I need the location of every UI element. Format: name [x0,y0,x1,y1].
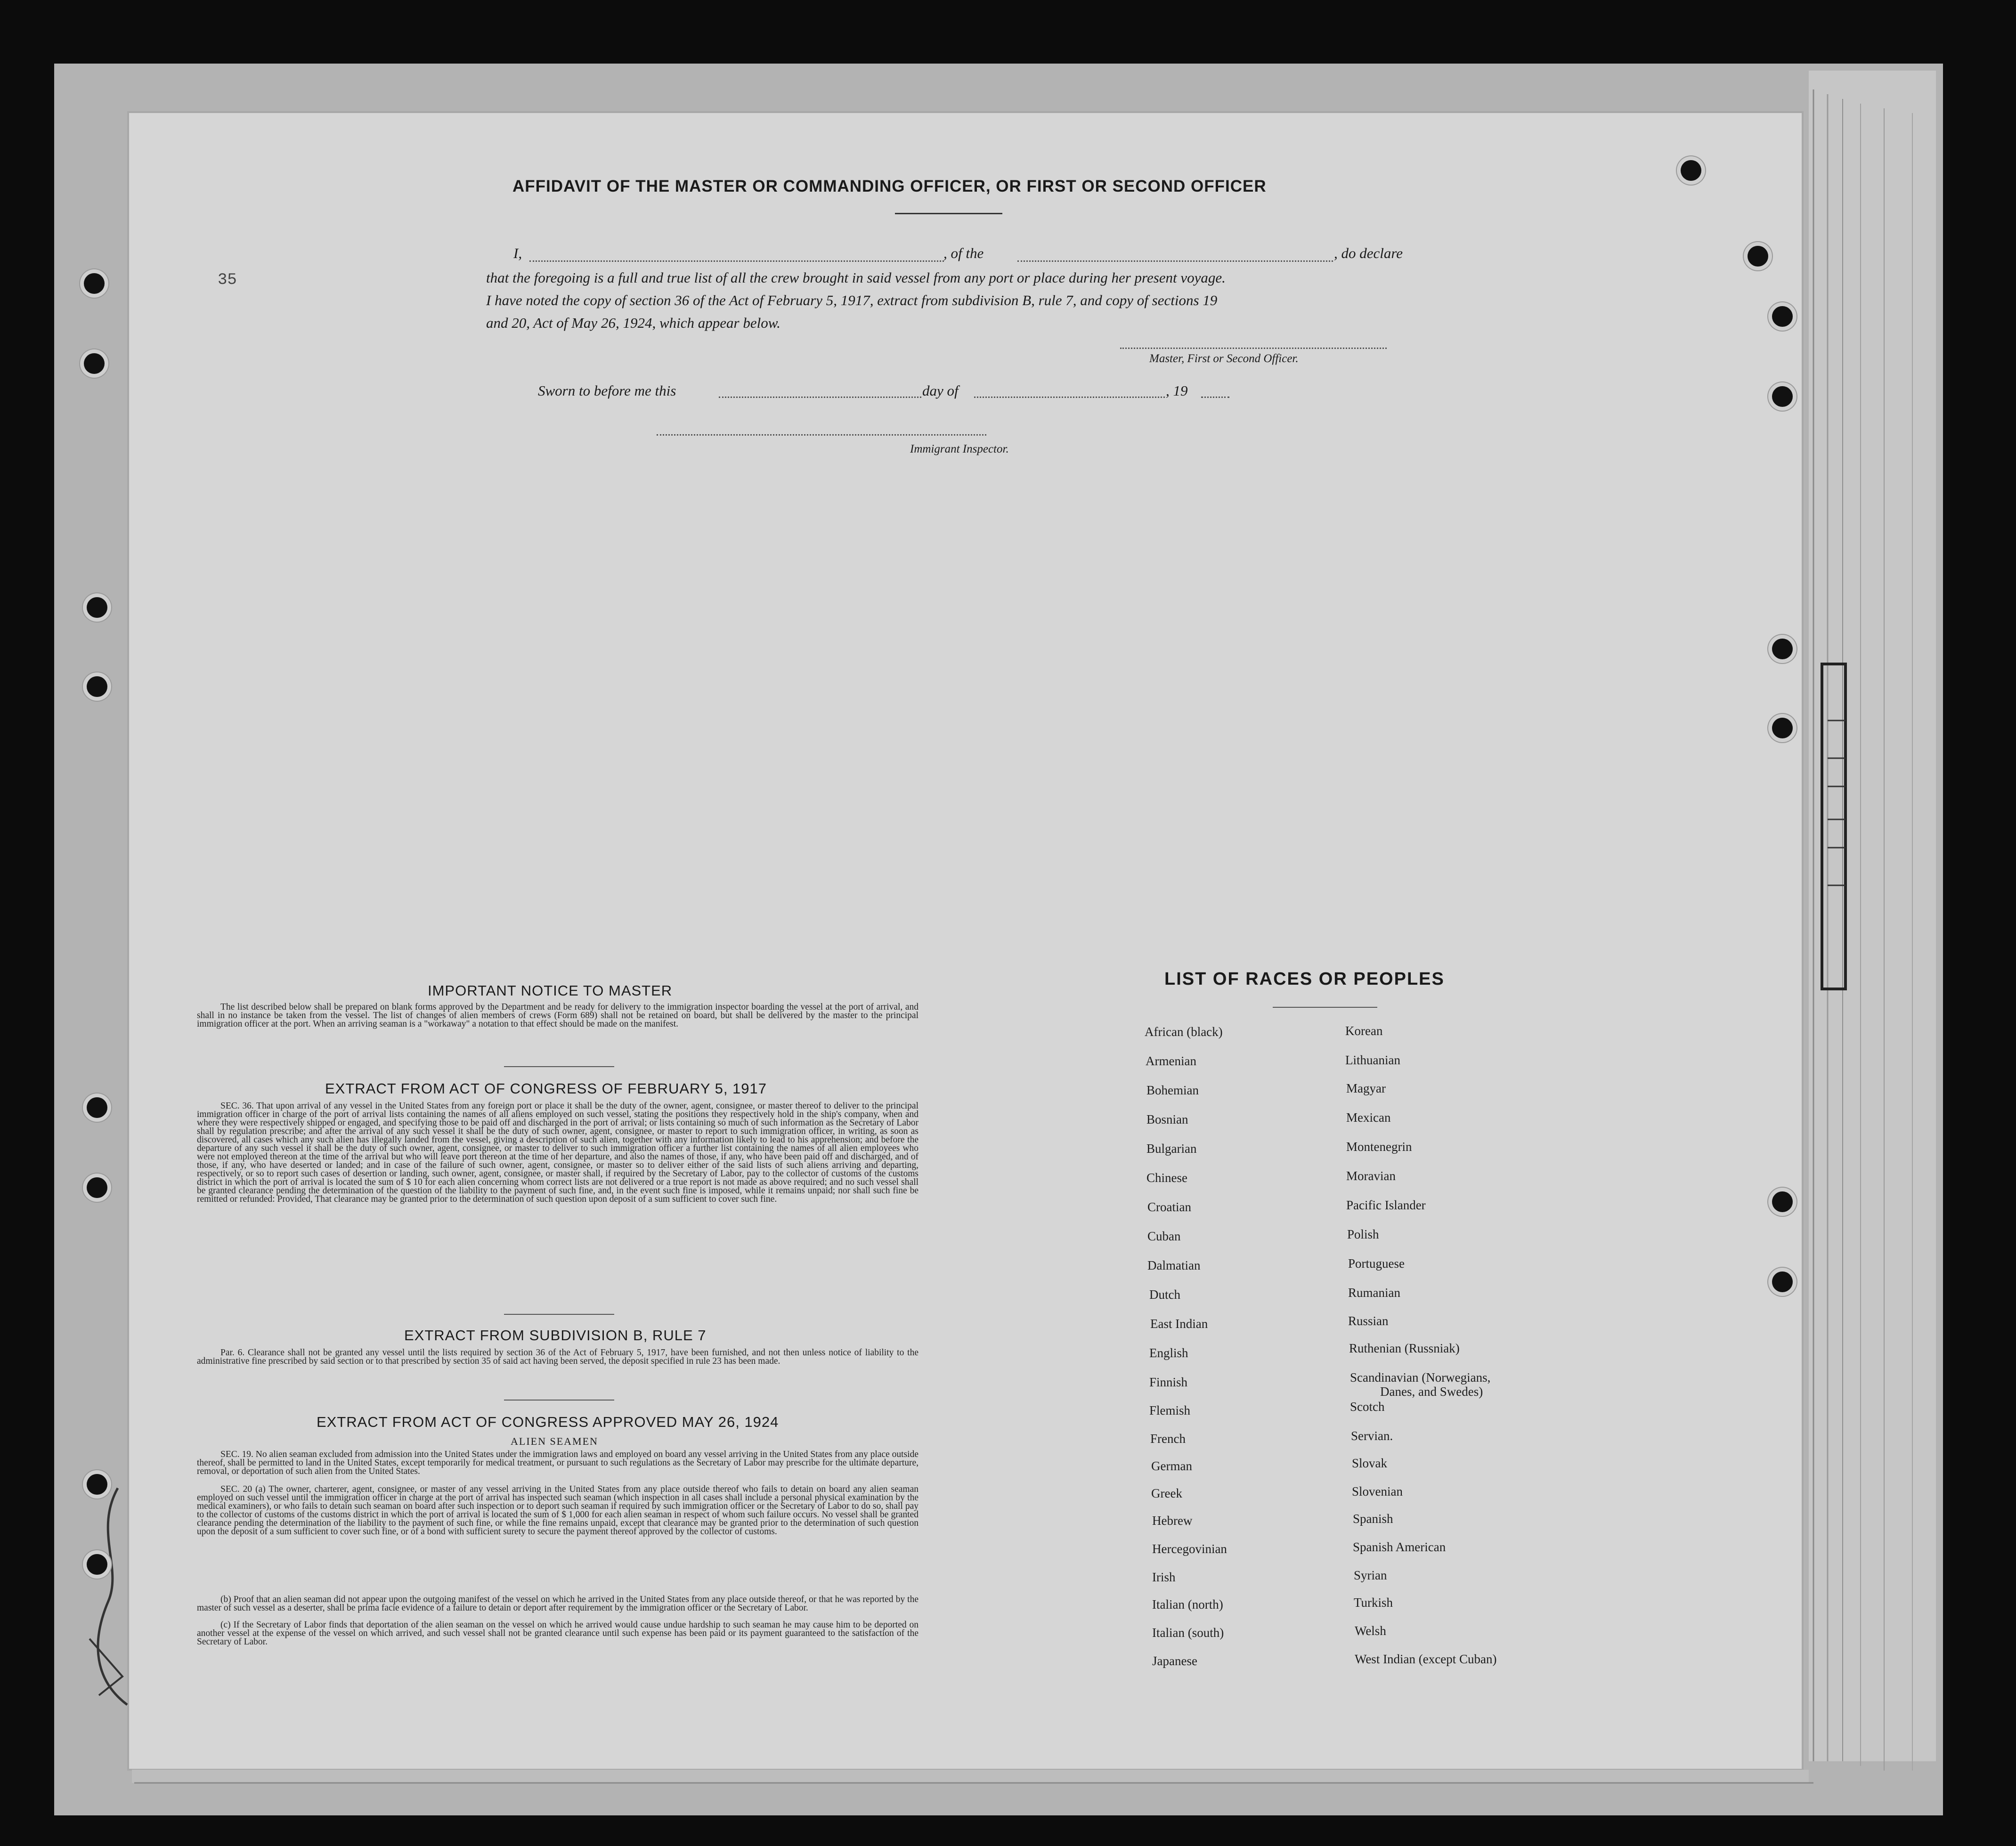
vessel-of-label: , of the [943,245,984,261]
races-heading: LIST OF RACES OR PEOPLES [1164,969,1445,989]
race-item: Pacific Islander [1346,1198,1426,1212]
declarant-prefix: I, [513,245,522,261]
master-signature-label: Master, First or Second Officer. [1149,352,1299,365]
race-item: Spanish [1353,1512,1393,1526]
affidavit-title: AFFIDAVIT OF THE MASTER OR COMMANDING OFFICER, OR FIRST OR SECOND OFFICER [512,177,1267,195]
race-item: Moravian [1346,1169,1396,1183]
race-item: English [1149,1346,1188,1360]
race-item: Servian. [1351,1429,1393,1443]
sworn-label: Sworn to before me this [538,382,676,399]
race-item: Russian [1348,1314,1389,1328]
race-item: Japanese [1152,1654,1197,1668]
extract-1924-sec20b: (b) Proof that an alien seaman did not appear upon the outgoing manifest of the vessel on which he arrived in the United States from any place outside thereof, or that he was reported by the master of such vessel as a deserter, shall be prima facie evidence of a failure to detain or deport after requirement by the immigration officer or the Secretary of Labor. [197,1595,919,1613]
race-item: Mexican [1346,1110,1391,1125]
race-item: Slovak [1352,1456,1388,1470]
race-item: Dutch [1149,1287,1180,1302]
extract-1924-sec20a: SEC. 20 (a) The owner, charterer, agent, consignee, or master of any vessel arriving in the United States from any place outside thereof who fails to detain on board any alien seaman employed on such vessel until the immigration officer in charge at the port of arrival has inspected such seaman (which inspection in all cases shall include a personal physical examination by the medical examiners), or who fails to detain such seaman on board after such inspection or to deport such seaman if required by such immigration officer or the Secretary of Labor to do so, shall pay to the collector of customs of the customs district in which the port of arrival is located the sum of $ 1,000 for each alien seaman in respect of whom such failure occurs. No vessel shall be granted clearance pending the determination of the liability to the payment of such fine, or while the fine remains unpaid, except that clearance may be granted prior to the determination of such question upon the deposit of a sum sufficient to cover such fine, or of a bond with sufficient surety to secure the payment thereof approved by the collector of customs. [197,1484,919,1537]
race-item: Spanish American [1353,1540,1446,1554]
race-item: Italian (north) [1152,1597,1223,1611]
race-item: Scandinavian (Norwegians, [1350,1370,1491,1384]
affidavit-line-2: that the foregoing is a full and true list of all the crew brought in said vessel from any port or place during her present voyage. [486,269,1226,286]
extract-1917-heading: EXTRACT FROM ACT OF CONGRESS OF FEBRUARY 5, 1917 [325,1080,767,1097]
race-item: Hercegovinian [1152,1542,1227,1556]
race-item: Scotch [1350,1400,1385,1414]
race-item: Armenian [1146,1054,1196,1068]
race-item: Irish [1152,1570,1176,1584]
extract-1924-sec19: SEC. 19. No alien seaman excluded from admission into the United States under the immigration laws and employed on board any vessel arriving in the United States from any place outside thereof, shall be permitted to land in the United States, except temporarily for medical treatment, or pursuant to such regulations as the Secretary of Labor may prescribe for the ultimate departure, removal, or deportation of such alien from the United States. [197,1449,919,1476]
race-item: East Indian [1150,1317,1208,1331]
extract-1924-heading: EXTRACT FROM ACT OF CONGRESS APPROVED MAY 26, 1924 [317,1414,779,1430]
race-item: Korean [1345,1024,1383,1038]
race-item: Slovenian [1352,1484,1403,1498]
extract-rule7-heading: EXTRACT FROM SUBDIVISION B, RULE 7 [404,1327,707,1344]
affidavit-line-4: and 20, Act of May 26, 1924, which appear below. [486,315,780,331]
race-item: Bulgarian [1146,1142,1197,1156]
race-item: Dalmatian [1147,1258,1201,1272]
extract-1924-subheading: ALIEN SEAMEN [511,1435,598,1447]
affidavit-line-3: I have noted the copy of section 36 of the Act of February 5, 1917, extract from subdivision B, rule 7, and copy of sections 19 [486,292,1218,308]
race-item: German [1151,1459,1192,1473]
race-item: Syrian [1354,1568,1387,1582]
race-item: Montenegrin [1346,1140,1412,1154]
race-item: Bosnian [1146,1112,1188,1126]
extract-1917-body: SEC. 36. That upon arrival of any vessel in the United States from any foreign port or place it shall be the duty of the owner, agent, consignee, or master thereof to deliver to the principal immigration officer in charge of the port of arrival lists containing the names of all aliens employed on such vessel, stating the positions they respectively hold in the ship's company, when and where they were respectively shipped or engaged, and specifying those to be paid off and discharged in the port of arrival; or lists containing so much of such information as the Secretary of Labor shall by regulation prescribe; and after the arrival of any such vessel it shall be the duty of such owner, agent, consignee, or master to report to such immigration officer, in writing, as soon as discovered, all cases which any such alien has illegally landed from the vessel, giving a description of such alien, together with any information likely to lead to his apprehension; and before the departure of any such vessel it shall be the duty of such owner, agent, consignee, or master to deliver to such immigration officer a further list containing the names of all alien employees who were not employed thereon at the time of the arrival but who will leave port thereon at the time of her departure, and also the names of those, if any, who have been paid off and discharged, and of those, if any, who have deserted or landed; and in case of the failure of such owner, agent, consignee, or master so to deliver either of the said lists of such aliens arriving and departing, respectively, or so to report such cases of desertion or landing, such owner, agent, consignee, or master shall, if required by the Secretary of Labor, pay to the collector of customs of the customs district in which the port of arrival is located the sum of $ 10 for each alien concerning whom correct lists are not delivered or a true report is not made as above required; and no such vessel shall be granted clearance pending the determination of the question of the liability to the payment of such fine, and, in the event such fine is imposed, while it remains unpaid; nor shall such fine be remitted or refunded: Provided, That clearance may be granted prior to the determination of such question upon deposit of a sum sufficient to cover such fine. [197,1101,919,1204]
race-item: Ruthenian (Russniak) [1349,1341,1460,1355]
race-item: Bohemian [1146,1083,1199,1097]
sworn-year-label: , 19 [1166,382,1188,399]
races-underline [1273,1007,1377,1008]
race-item: Portuguese [1348,1256,1405,1271]
race-item: Chinese [1146,1171,1187,1185]
race-item: French [1150,1432,1186,1446]
race-item: Rumanian [1348,1286,1400,1300]
race-item: Cuban [1147,1229,1181,1243]
notice-body: The list described below shall be prepared on blank forms approved by the Department and be ready for delivery to the immigration inspector boarding the vessel at the port of arrival, and shall in no instance be taken from the vessel. The list of changes of alien members of crews (Form 689) shall not be retained on board, but shall be delivered by the master to the principal immigration officer at the port. When an arriving seaman is a "workaway" a notation to that effect should be made on the manifest. [197,1002,919,1029]
sworn-day-label: day of [922,382,959,399]
notice-heading: IMPORTANT NOTICE TO MASTER [428,982,673,999]
race-item: Greek [1151,1486,1182,1500]
race-item: Finnish [1149,1375,1188,1389]
race-item: Hebrew [1152,1514,1193,1528]
corner-mark: 35 [218,271,237,289]
race-item: West Indian (except Cuban) [1355,1652,1497,1666]
race-item: Croatian [1147,1200,1191,1214]
race-item: African (black) [1145,1025,1223,1039]
extract-1924-sec20c: (c) If the Secretary of Labor finds that deportation of the alien seaman on the vessel on which he arrived would cause undue hardship to such seaman he may cause him to be deported on another vessel at the expense of the vessel on which arrived, and such vessel shall not be granted clearance until such expense has been paid or its payment guaranteed to the satisfaction of the Secretary of Labor. [197,1620,919,1647]
inspector-signature-label: Immigrant Inspector. [910,443,1009,455]
race-item: Polish [1347,1227,1379,1241]
race-item: Danes, and Swedes) [1380,1384,1483,1399]
race-item: Turkish [1354,1595,1393,1610]
race-item: Flemish [1149,1403,1191,1417]
declare-label: , do declare [1334,245,1403,261]
race-item: Welsh [1355,1624,1386,1638]
race-item: Italian (south) [1152,1626,1224,1640]
extract-rule7-body: Par. 6. Clearance shall not be granted any vessel until the lists required by section 36 of the Act of February 5, 1917, have been furnished, and not then unless notice of liability to the administrative fine prescribed by said section or to that prescribed by section 35 of said act having been served, the deposit specified in rule 23 has been made. [197,1348,919,1366]
race-item: Magyar [1346,1081,1386,1095]
race-item: Lithuanian [1345,1053,1400,1067]
